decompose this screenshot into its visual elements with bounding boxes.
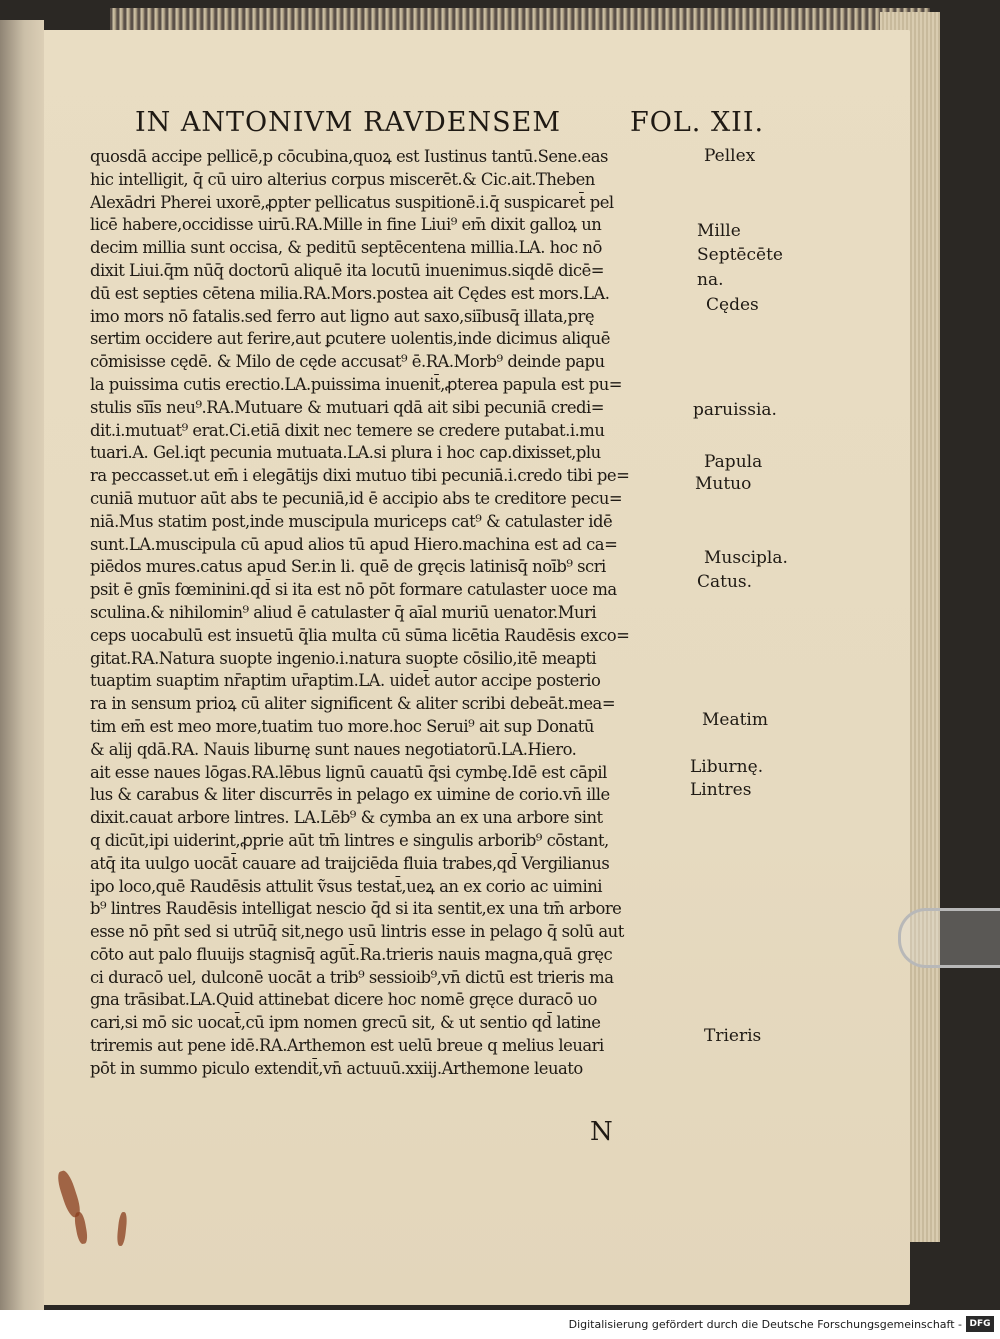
text-line: dixit Liui.q̄m nūq̄ doctorū aliquē ita locutū inuenimus.siqdē dicē= xyxy=(90,260,605,280)
margin-gloss: Mille xyxy=(697,221,741,241)
funding-credit: Digitalisierung gefördert durch die Deutsche Forschungsgemeinschaft - xyxy=(568,1318,962,1331)
text-line: triremis aut pene idē.RA.Arthemon est uelū breue q melius leuari xyxy=(90,1036,604,1056)
text-line: & alij qdā.RA. Nauis liburnę sunt naues negotiatorū.LA.Hiero. xyxy=(90,739,577,759)
text-line: sertim occidere aut ferire,aut ꝑcutere uolentis,inde dicimus aliquē xyxy=(90,329,610,349)
text-line: licē habere,occidisse uirū.RA.Mille in fine Liui⁹ em̄ dixit galloꝝ un xyxy=(90,215,602,235)
text-line: esse nō pn̄t sed si utrūq̄ sit,nego usū lintris esse in pelago q̄ solū aut xyxy=(90,922,624,942)
margin-gloss: Catus. xyxy=(697,572,753,592)
text-line: dit.i.mutuat⁹ erat.Ci.etiā dixit nec temere se credere putabat.i.mu xyxy=(90,420,605,440)
text-line: tuari.A. Gel.iqt pecunia mutuata.LA.si plura i hoc cap.dixisset,plu xyxy=(90,443,601,463)
text-line: ra peccasset.ut em̄ i elegātijs dixi mutuo tibi pecuniā.i.credo tibi pe= xyxy=(90,466,630,486)
text-line: gna trāsibat.LA.Quid attinebat dicere hoc nomē gręce duracō uo xyxy=(90,990,597,1010)
text-line: psit ē gnīs fœminini.qd̄ si ita est nō pōt formare catulaster uoce ma xyxy=(90,580,617,600)
text-line: gitat.RA.Natura suopte ingenio.i.natura suopte cōsilio,itē meapti xyxy=(90,648,597,668)
main-text-block xyxy=(90,146,690,1081)
text-line: q dicūt,ipi uiderint,ꝓprie aūt tm̄ lintres e singulis arborib⁹ cōstant, xyxy=(90,830,609,850)
margin-gloss: Mutuo xyxy=(695,474,752,494)
dfg-logo: DFG xyxy=(966,1316,994,1332)
margin-gloss: Liburnę. xyxy=(690,757,764,777)
text-line: quosdā accipe pellicē,p cōcubina,quoꝝ est Iustinus tantū.Sene.eas xyxy=(90,147,608,166)
text-line: la puissima cutis erectio.LA.puissima inuenit̄,ꝓterea papula est pu= xyxy=(90,374,623,394)
margin-gloss: paruissia. xyxy=(693,400,777,420)
folio-number: FOL. XII. xyxy=(630,107,765,138)
text-line: dū est septies cētena milia.RA.Mors.postea ait Cędes est mors.LA. xyxy=(90,283,610,303)
text-line: stulis sīīs neu⁹.RA.Mutuare & mutuari qdā ait sibi pecuniā credi= xyxy=(90,397,605,417)
text-line: ait esse naues lōgas.RA.lēbus lignū cauatū q̄si cymbę.Idē est cāpil xyxy=(90,762,607,782)
margin-gloss: Papula xyxy=(704,452,763,472)
text-line: niā.Mus statim post,inde muscipula muriceps cat⁹ & catulaster idē xyxy=(90,511,613,531)
text-line: pōt in summo piculo extendit̄,vn̄ actuuū.xxiij.Arthemone leuato xyxy=(90,1058,583,1078)
signature-mark: N xyxy=(590,1117,613,1147)
text-line: hic intelligit, q̄ cū uiro alterius corpus miscerēt.& Cic.ait.Theben xyxy=(90,169,595,189)
footer-bar xyxy=(0,1310,1000,1339)
text-line: decim millia sunt occisa, & peditū septēcentena millia.LA. hoc nō xyxy=(90,238,602,258)
margin-gloss: Lintres xyxy=(690,780,752,800)
text-line: b⁹ lintres Raudēsis intelligat nescio q̄d si ita sentit,ex una tm̄ arbore xyxy=(90,899,622,919)
margin-gloss: Pellex xyxy=(704,146,756,166)
margin-gloss: Septēcēte xyxy=(697,245,783,265)
text-line: Alexādri Pherei uxorē,ꝓpter pellicatus suspitionē.i.q̄ suspicaret̄ pel xyxy=(90,192,614,212)
margin-gloss: Cędes xyxy=(706,295,759,315)
text-line: dixit.cauat arbore lintres. LA.Lēb⁹ & cymba an ex una arbore sint xyxy=(90,808,603,828)
margin-gloss: na. xyxy=(697,270,724,290)
margin-gloss: Muscipla. xyxy=(704,548,788,568)
page-clip xyxy=(898,908,1000,968)
margin-gloss: Trieris xyxy=(704,1026,762,1046)
running-title: IN ANTONIVM RAVDENSEM xyxy=(135,107,561,138)
text-line: cari,si mō sic uocat̄,cū ipm nomen grecū sit, & ut sentio qd̄ latine xyxy=(90,1013,601,1033)
running-header xyxy=(135,107,765,143)
text-line: piēdos mures.catus apud Ser.in li. quē de gręcis latinisq̄ noīb⁹ scri xyxy=(90,557,606,577)
text-line: atq̄ ita uulgo uocāt̄ cauare ad traijciēda fluia trabes,qd̄ Vergilianus xyxy=(90,853,610,873)
text-line: tim em̄ est meo more,tuatim tuo more.hoc Serui⁹ ait sup Donatū xyxy=(90,716,594,736)
text-line: sunt.LA.muscipula cū apud alios tū apud Hiero.machina est ad ca= xyxy=(90,534,618,554)
gutter-shadow xyxy=(0,20,44,1310)
text-line: imo mors nō fatalis.sed ferro aut ligno aut saxo,siībusq̄ illata,prę xyxy=(90,306,595,326)
text-line: cōmisisse cędē. & Milo de cęde accusat⁹ ē.RA.Morb⁹ deinde papu xyxy=(90,352,605,372)
text-line: sculina.& nihilomin⁹ aliud ē catulaster q̄ aīal muriū uenator.Muri xyxy=(90,602,597,622)
text-line: ceps uocabulū est insuetū q̄lia multa cū sūma licētia Raudēsis exco= xyxy=(90,625,630,645)
text-line: cōto aut palo fluuijs stagnisq̄ agūt̄.Ra.trieris nauis magna,quā gręc xyxy=(90,944,613,964)
text-line: tuaptim suaptim nr̄aptim ur̄aptim.LA. uidet̄ autor accipe posterio xyxy=(90,671,601,691)
text-line: lus & carabus & liter discurrēs in pelago ex uimine de corio.vn̄ ille xyxy=(90,785,610,805)
text-line: ipo loco,quē Raudēsis attulit ṽsus testat̄,ueꝝ an ex corio ac uimini xyxy=(90,876,603,896)
text-line: cuniā mutuor aūt abs te pecuniā,id ē accipio abs te creditore pecu= xyxy=(90,488,623,508)
text-line: ra in sensum prioꝝ cū aliter significent & aliter scribi debeāt.mea= xyxy=(90,694,616,714)
text-line: ci duracō uel, dulconē uocāt a trib⁹ sessioib⁹,vn̄ dictū est trieris ma xyxy=(90,967,614,987)
margin-gloss: Meatim xyxy=(702,710,768,730)
